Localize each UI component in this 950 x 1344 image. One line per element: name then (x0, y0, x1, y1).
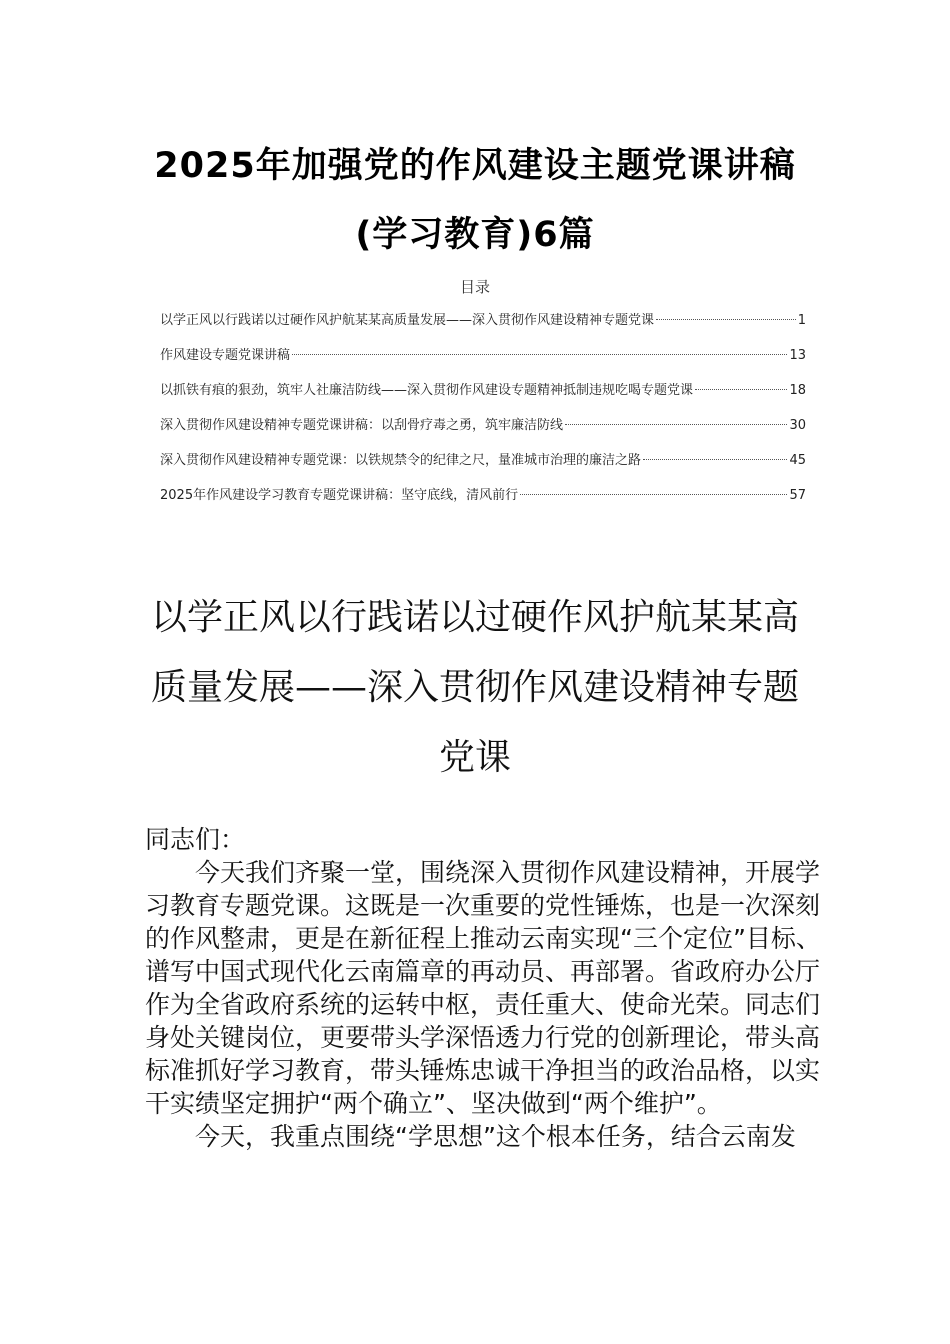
table-of-contents (160, 309, 806, 519)
section-title-line3: 党课 (438, 737, 511, 778)
section-title-line2: 质量发展——深入贯彻作风建设精神专题 (150, 667, 799, 708)
toc-dot-leader (292, 354, 787, 355)
toc-entry-page: 13 (789, 348, 806, 363)
toc-entry[interactable] (160, 414, 806, 449)
document-title-line2: (学习教育)6篇 (355, 215, 595, 255)
toc-entry-text: 以学正风以行践诺以过硬作风护航某某高质量发展——深入贯彻作风建设精神专题党课 (160, 313, 655, 328)
toc-dot-leader (565, 424, 787, 425)
toc-entry-page: 1 (797, 313, 806, 328)
body-paragraph: 今天我们齐聚一堂，围绕深入贯彻作风建设精神，开展学习教育专题党课。这既是一次重要的党性锤炼，也是一次深刻的作风整肃，更是在新征程上推动云南实现“三个定位”目标、谱写中国式现代化云南篇章的再动员、再部署。省政府办公厅作为全省政府系统的运转中枢，责任重大、使命光荣。同志们身处关键岗位，更要带头学深悟透力行党的创新理论，带头高标准抓好学习教育，带头锤炼忠诚干净担当的政治品格，以实干实绩坚定拥护“两个确立”、坚决做到“两个维护”。 (145, 858, 821, 1118)
toc-dot-leader (656, 319, 796, 320)
section-title (100, 583, 850, 793)
section-title-line1: 以学正风以行践诺以过硬作风护航某某高 (150, 597, 799, 638)
body-paragraph: 今天，我重点围绕“学思想”这个根本任务，结合云南发 (195, 1122, 796, 1151)
toc-entry[interactable] (160, 379, 806, 414)
toc-entry-page: 30 (789, 418, 806, 433)
toc-entry[interactable] (160, 449, 806, 484)
toc-dot-leader (643, 459, 787, 460)
toc-entry-text: 以抓铁有痕的狠劲，筑牢人社廉洁防线——深入贯彻作风建设专题精神抵制违规吃喝专题党课 (160, 383, 694, 398)
toc-entry-page: 18 (789, 383, 806, 398)
toc-entry-text: 深入贯彻作风建设精神专题党课：以铁规禁令的纪律之尺，量准城市治理的廉洁之路 (160, 453, 642, 468)
document-title-line1: 2025年加强党的作风建设主题党课讲稿 (154, 146, 796, 186)
toc-entry-text: 深入贯彻作风建设精神专题党课讲稿：以刮骨疗毒之勇，筑牢廉洁防线 (160, 418, 564, 433)
toc-dot-leader (695, 389, 787, 390)
toc-entry-text: 作风建设专题党课讲稿 (160, 348, 291, 363)
toc-entry-page: 45 (789, 453, 806, 468)
toc-entry[interactable] (160, 344, 806, 379)
salutation: 同志们： (145, 825, 246, 854)
body-text (145, 823, 825, 1153)
toc-entry-text: 2025年作风建设学习教育专题党课讲稿：坚守底线，清风前行 (160, 488, 519, 503)
toc-heading: 目录 (459, 278, 490, 296)
toc-entry[interactable] (160, 309, 806, 344)
toc-entry[interactable] (160, 484, 806, 519)
toc-entry-page: 57 (789, 488, 806, 503)
toc-dot-leader (520, 494, 787, 495)
